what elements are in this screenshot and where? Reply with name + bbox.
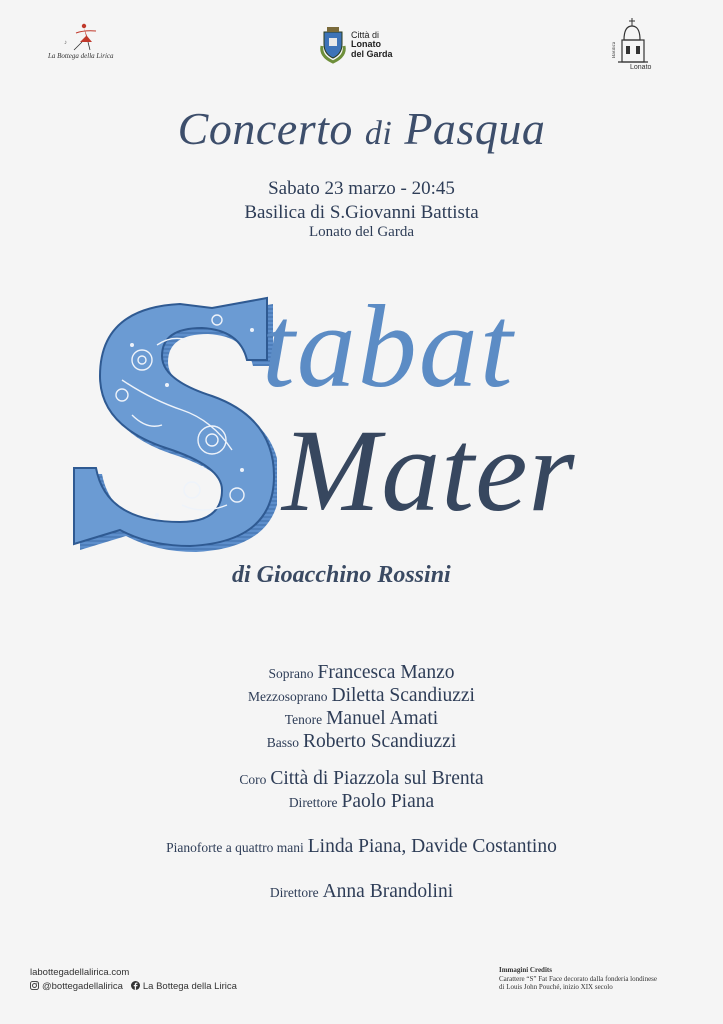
cast-row-soprano bbox=[0, 662, 723, 684]
church-logo bbox=[612, 16, 660, 78]
date-time: Sabato 23 marzo - 20:45 bbox=[268, 178, 455, 199]
facebook-icon bbox=[131, 981, 140, 990]
conductor-role: Direttore bbox=[269, 885, 319, 900]
city: Lonato del Garda bbox=[309, 224, 414, 240]
lonato-logo bbox=[318, 26, 413, 66]
title-stabat: tabat bbox=[262, 281, 515, 412]
cast-row-basso bbox=[0, 731, 723, 753]
choir-name: Città di Piazzola sul Brenta bbox=[270, 768, 484, 789]
choir-row bbox=[0, 768, 723, 790]
concert-title bbox=[0, 102, 723, 155]
piano-role: Pianoforte a quattro mani bbox=[166, 840, 304, 855]
dancer-logo-icon bbox=[40, 22, 130, 52]
instagram-icon bbox=[30, 981, 39, 990]
title-part3: Pasqua bbox=[404, 103, 546, 154]
conductor-name: Anna Brandolini bbox=[322, 881, 454, 902]
choir-director-role: Direttore bbox=[288, 795, 338, 810]
instagram-handle[interactable]: @bottegadellalirica bbox=[42, 981, 123, 992]
social-links bbox=[30, 981, 237, 992]
venue: Basilica di S.Giovanni Battista bbox=[244, 202, 479, 223]
bottega-lirica-logo bbox=[40, 22, 130, 64]
choir-director-row bbox=[0, 791, 723, 813]
svg-text:♪: ♪ bbox=[64, 40, 67, 46]
conductor-row bbox=[0, 881, 723, 903]
decorated-s-initial bbox=[62, 290, 277, 552]
credits-line2: di Louis John Pouché, inizio XIX secolo bbox=[499, 983, 613, 991]
website-link[interactable]: labottegadellalirica.com bbox=[30, 967, 130, 978]
cast-role: Basso bbox=[266, 735, 299, 750]
lonato-logo-line3: del Garda bbox=[351, 49, 393, 59]
cast-row-tenore bbox=[0, 708, 723, 730]
facebook-page[interactable]: La Bottega della Lirica bbox=[142, 981, 237, 992]
title-part1: Concerto bbox=[177, 103, 353, 154]
bottega-logo-text: La Bottega della Lirica bbox=[48, 52, 114, 60]
cast-name: Diletta Scandiuzzi bbox=[331, 685, 475, 706]
lonato-logo-line2: Lonato bbox=[351, 39, 381, 49]
choir-role: Coro bbox=[239, 772, 267, 787]
cast-name: Roberto Scandiuzzi bbox=[303, 731, 457, 752]
cast-role: Soprano bbox=[268, 666, 314, 681]
cast-role: Tenore bbox=[284, 712, 323, 727]
title-part2: di bbox=[364, 115, 393, 152]
church-logo-text: Lonato bbox=[630, 64, 652, 71]
credits-line1: Carattere “S” Fat Face decorato dalla fonderia londinese bbox=[499, 974, 658, 983]
image-credits bbox=[499, 966, 657, 992]
lonato-logo-line1: Città di bbox=[351, 30, 380, 40]
piano-row bbox=[0, 836, 723, 858]
composer: di Gioacchino Rossini bbox=[232, 562, 451, 588]
cast-row-mezzosoprano bbox=[0, 685, 723, 707]
title-mater: Mater bbox=[282, 405, 576, 536]
coat-of-arms-icon bbox=[318, 26, 348, 66]
cast-name: Manuel Amati bbox=[326, 708, 439, 729]
piano-name: Linda Piana, Davide Costantino bbox=[307, 836, 557, 857]
choir-director-name: Paolo Piana bbox=[341, 791, 435, 812]
cast-name: Francesca Manzo bbox=[317, 662, 455, 683]
credits-heading: Immagini Credits bbox=[499, 966, 552, 974]
svg-text:Basilica: Basilica bbox=[612, 41, 617, 58]
cast-role: Mezzosoprano bbox=[248, 689, 328, 704]
